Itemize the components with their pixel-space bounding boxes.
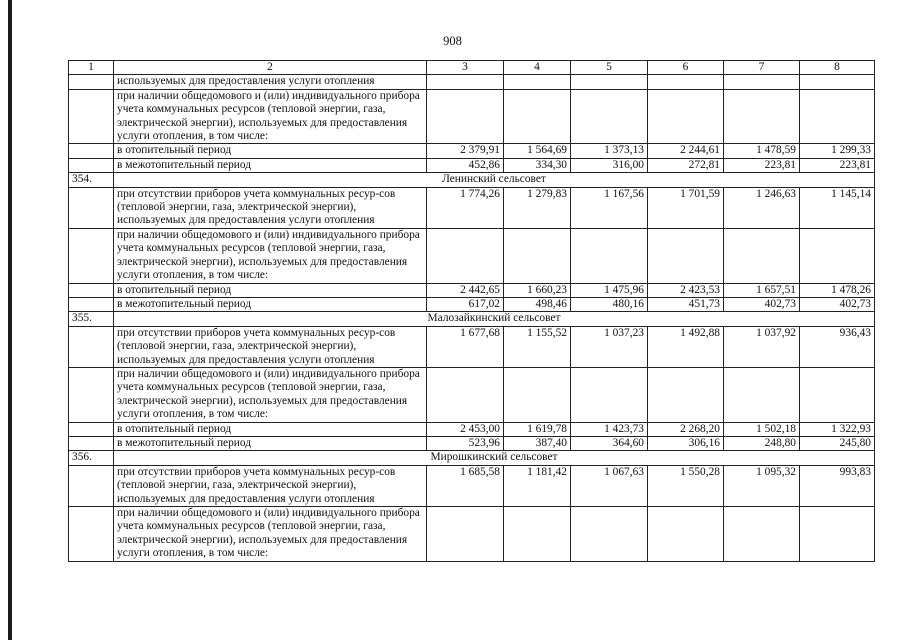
row-number [69, 187, 114, 228]
row-number [69, 283, 114, 297]
value-cell [571, 75, 648, 89]
value-cell [648, 75, 724, 89]
value-cell [427, 89, 504, 144]
value-cell [571, 89, 648, 144]
row-number: 354. [69, 173, 114, 187]
table-row [69, 367, 875, 422]
value-cell: 272,81 [648, 158, 724, 172]
value-cell: 1 701,59 [648, 187, 724, 228]
table-row [69, 75, 875, 89]
row-number [69, 465, 114, 506]
value-cell: 1 279,83 [504, 187, 571, 228]
value-cell [648, 89, 724, 144]
value-cell: 1 246,63 [724, 187, 800, 228]
value-cell: 334,30 [504, 158, 571, 172]
row-description: при отсутствии приборов учета коммунальных ресур-сов (тепловой энергии, газа, электрической энергии), используемых для предоставления услуги отопления [114, 326, 427, 367]
value-cell: 364,60 [571, 436, 648, 450]
scan-edge-line [8, 0, 12, 640]
row-description: в межотопительный период [114, 436, 427, 450]
value-cell [427, 228, 504, 283]
column-header: 1 [69, 61, 114, 75]
value-cell: 1 475,96 [571, 283, 648, 297]
row-number [69, 436, 114, 450]
value-cell: 1 423,73 [571, 422, 648, 436]
value-cell: 1 322,93 [800, 422, 875, 436]
value-cell [648, 507, 724, 562]
value-cell [648, 367, 724, 422]
value-cell: 1 155,52 [504, 326, 571, 367]
value-cell: 1 037,92 [724, 326, 800, 367]
value-cell: 2 453,00 [427, 422, 504, 436]
value-cell [724, 89, 800, 144]
table-row [69, 89, 875, 144]
column-header: 8 [800, 61, 875, 75]
value-cell: 1 181,42 [504, 465, 571, 506]
row-number [69, 89, 114, 144]
row-description: в отопительный период [114, 422, 427, 436]
value-cell: 1 478,59 [724, 144, 800, 158]
row-number: 355. [69, 312, 114, 326]
value-cell: 248,80 [724, 436, 800, 450]
value-cell: 523,96 [427, 436, 504, 450]
section-title: Малозайкинский сельсовет [114, 312, 875, 326]
value-cell: 1 685,58 [427, 465, 504, 506]
value-cell: 223,81 [800, 158, 875, 172]
value-cell [504, 89, 571, 144]
value-cell: 1 550,28 [648, 465, 724, 506]
value-cell [504, 228, 571, 283]
value-cell: 452,86 [427, 158, 504, 172]
row-description: в межотопительный период [114, 158, 427, 172]
page-number: 908 [443, 34, 462, 48]
value-cell: 1 373,13 [571, 144, 648, 158]
row-description: при наличии общедомового и (или) индивидуального прибора учета коммунальных ресурсов (тепловой энергии, газа, электрической энергии), используемых для предоставления услуги отопления, в том числе: [114, 367, 427, 422]
value-cell: 316,00 [571, 158, 648, 172]
table-row [69, 187, 875, 228]
column-header-row [69, 61, 875, 75]
value-cell: 498,46 [504, 297, 571, 311]
value-cell: 1 478,26 [800, 283, 875, 297]
value-cell [427, 75, 504, 89]
section-row [69, 312, 875, 326]
table-row [69, 507, 875, 562]
table-row [69, 422, 875, 436]
table-row [69, 158, 875, 172]
row-number [69, 158, 114, 172]
value-cell: 1 037,23 [571, 326, 648, 367]
row-number [69, 367, 114, 422]
value-cell [800, 507, 875, 562]
value-cell [724, 367, 800, 422]
value-cell: 2 268,20 [648, 422, 724, 436]
value-cell: 2 244,61 [648, 144, 724, 158]
column-header: 4 [504, 61, 571, 75]
value-cell: 2 423,53 [648, 283, 724, 297]
row-description: при отсутствии приборов учета коммунальных ресур-сов (тепловой энергии, газа, электрической энергии), используемых для предоставления услуги отопления [114, 465, 427, 506]
value-cell: 1 095,32 [724, 465, 800, 506]
row-number: 356. [69, 451, 114, 465]
value-cell: 480,16 [571, 297, 648, 311]
value-cell [724, 507, 800, 562]
value-cell [724, 75, 800, 89]
value-cell: 1 657,51 [724, 283, 800, 297]
value-cell [504, 75, 571, 89]
value-cell: 1 145,14 [800, 187, 875, 228]
value-cell [800, 89, 875, 144]
row-description: в отопительный период [114, 144, 427, 158]
value-cell: 936,43 [800, 326, 875, 367]
column-header: 2 [114, 61, 427, 75]
column-header: 6 [648, 61, 724, 75]
row-number [69, 297, 114, 311]
row-description: в отопительный период [114, 283, 427, 297]
value-cell: 2 379,91 [427, 144, 504, 158]
value-cell [800, 367, 875, 422]
row-number [69, 75, 114, 89]
value-cell: 387,40 [504, 436, 571, 450]
value-cell: 1 774,26 [427, 187, 504, 228]
value-cell: 1 564,69 [504, 144, 571, 158]
value-cell: 1 502,18 [724, 422, 800, 436]
row-description: используемых для предоставления услуги отопления [114, 75, 427, 89]
section-row [69, 451, 875, 465]
column-header: 7 [724, 61, 800, 75]
section-row [69, 173, 875, 187]
value-cell: 1 677,68 [427, 326, 504, 367]
value-cell: 1 492,88 [648, 326, 724, 367]
value-cell [800, 75, 875, 89]
column-header: 3 [427, 61, 504, 75]
table-row [69, 326, 875, 367]
value-cell: 451,73 [648, 297, 724, 311]
value-cell: 223,81 [724, 158, 800, 172]
row-number [69, 144, 114, 158]
row-number [69, 228, 114, 283]
value-cell [427, 367, 504, 422]
table-row [69, 465, 875, 506]
row-description: при наличии общедомового и (или) индивидуального прибора учета коммунальных ресурсов (тепловой энергии, газа, электрической энергии), используемых для предоставления услуги отопления, в том числе: [114, 228, 427, 283]
row-number [69, 326, 114, 367]
value-cell [648, 228, 724, 283]
value-cell [571, 367, 648, 422]
value-cell [800, 228, 875, 283]
value-cell: 245,80 [800, 436, 875, 450]
value-cell [571, 228, 648, 283]
value-cell: 402,73 [724, 297, 800, 311]
section-title: Ленинский сельсовет [114, 173, 875, 187]
table-row [69, 228, 875, 283]
value-cell [504, 507, 571, 562]
value-cell [427, 507, 504, 562]
value-cell: 1 067,63 [571, 465, 648, 506]
value-cell: 993,83 [800, 465, 875, 506]
row-description: при наличии общедомового и (или) индивидуального прибора учета коммунальных ресурсов (тепловой энергии, газа, электрической энергии), используемых для предоставления услуги отопления, в том числе: [114, 89, 427, 144]
column-header: 5 [571, 61, 648, 75]
value-cell [504, 367, 571, 422]
table-row [69, 283, 875, 297]
table-row [69, 297, 875, 311]
value-cell [571, 507, 648, 562]
value-cell: 617,02 [427, 297, 504, 311]
value-cell: 1 299,33 [800, 144, 875, 158]
row-description: при наличии общедомового и (или) индивидуального прибора учета коммунальных ресурсов (тепловой энергии, газа, электрической энергии), используемых для предоставления услуги отопления, в том числе: [114, 507, 427, 562]
table-row [69, 144, 875, 158]
row-number [69, 422, 114, 436]
table-row [69, 436, 875, 450]
value-cell: 1 660,23 [504, 283, 571, 297]
section-title: Мирошкинский сельсовет [114, 451, 875, 465]
value-cell: 402,73 [800, 297, 875, 311]
row-description: при отсутствии приборов учета коммунальных ресур-сов (тепловой энергии, газа, электрической энергии), используемых для предоставления услуги отопления [114, 187, 427, 228]
value-cell: 1 167,56 [571, 187, 648, 228]
value-cell [724, 228, 800, 283]
value-cell: 2 442,65 [427, 283, 504, 297]
row-description: в межотопительный период [114, 297, 427, 311]
row-number [69, 507, 114, 562]
tariff-table [68, 60, 875, 562]
value-cell: 1 619,78 [504, 422, 571, 436]
value-cell: 306,16 [648, 436, 724, 450]
